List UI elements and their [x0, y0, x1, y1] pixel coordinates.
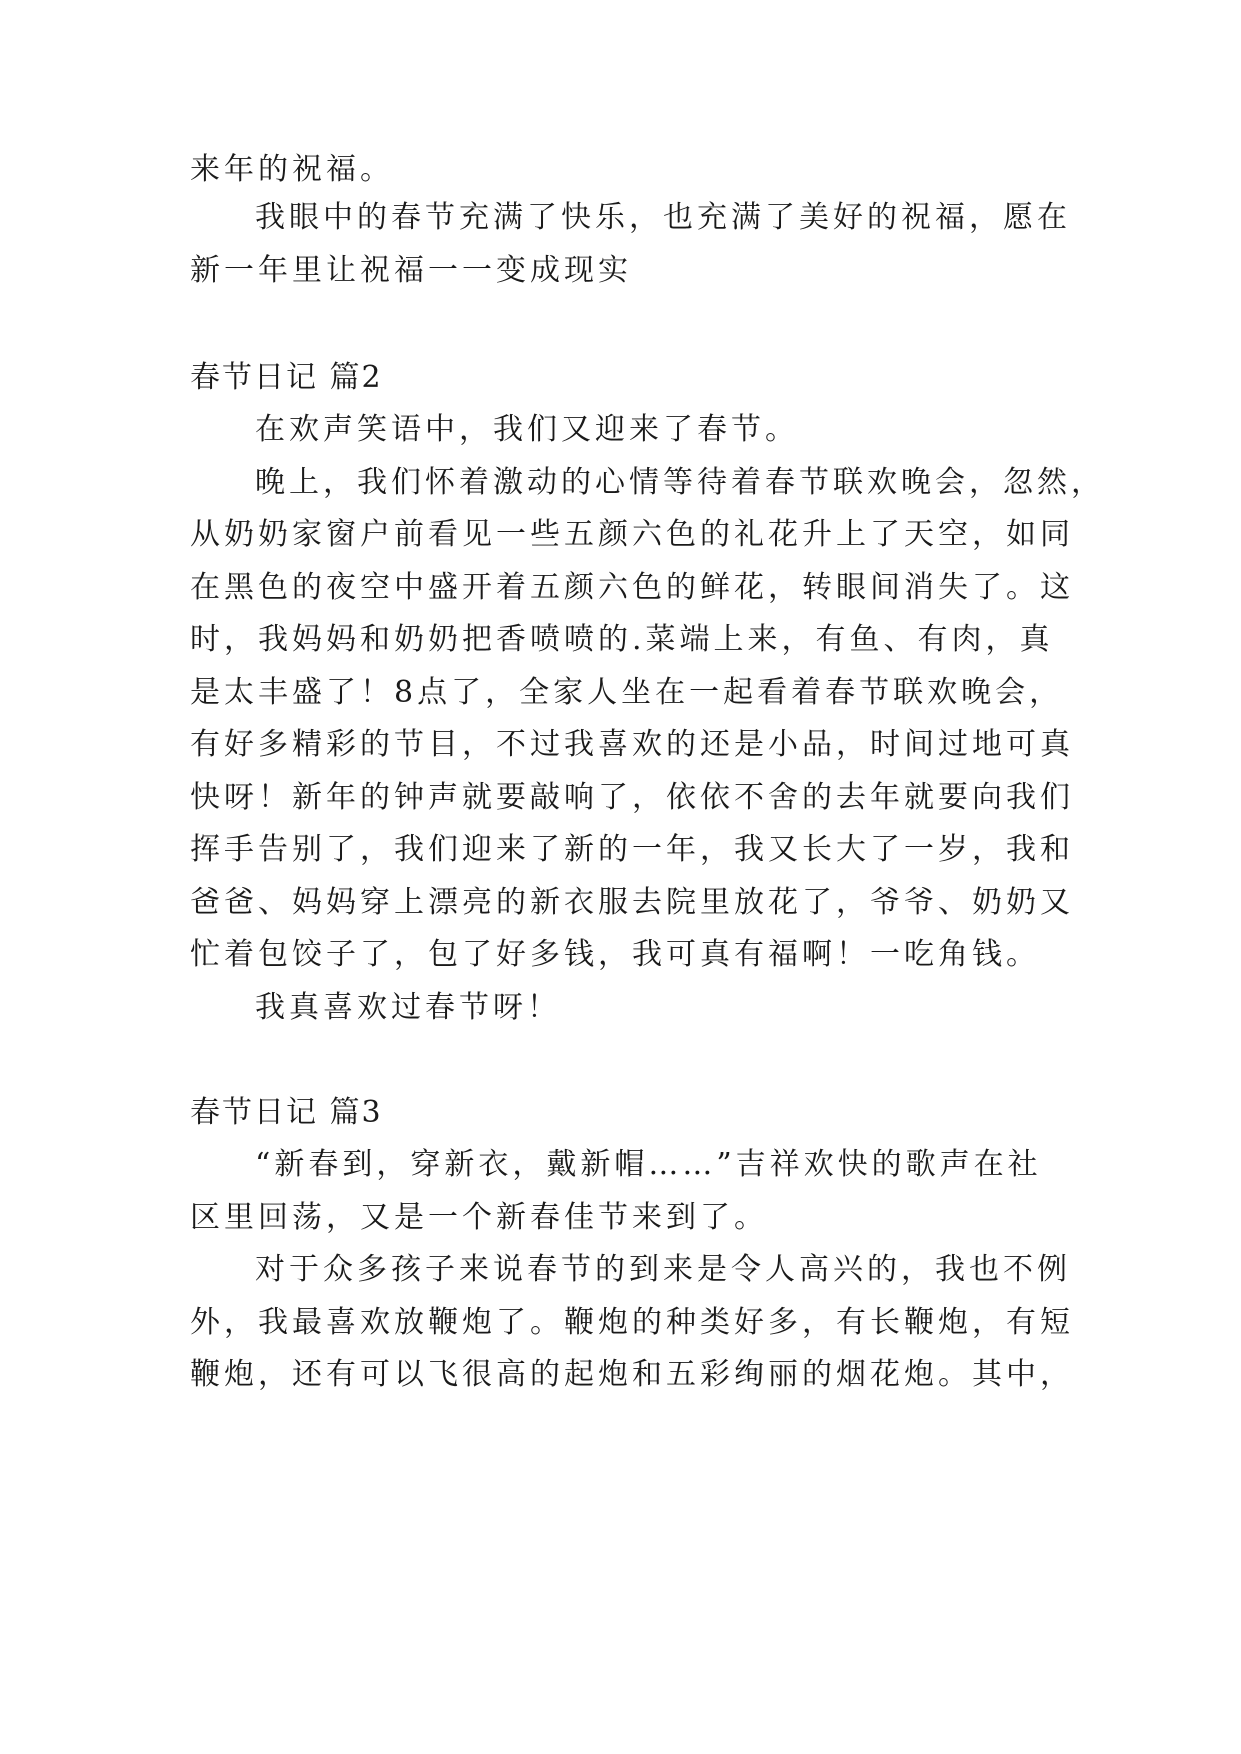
- text-line: 鞭炮，还有可以飞很高的起炮和五彩绚丽的烟花炮。其中，: [190, 1357, 1074, 1392]
- text-line: 区里回荡，又是一个新春佳节来到了。: [190, 1200, 768, 1235]
- text-line: 我真喜欢过春节呀！: [255, 990, 561, 1025]
- text-line: 在欢声笑语中，我们又迎来了春节。: [255, 412, 799, 447]
- text-line: 是太丰盛了！8点了，全家人坐在一起看着春节联欢晚会，: [190, 675, 1064, 710]
- text-line: 有好多精彩的节目，不过我喜欢的还是小品，时间过地可真: [190, 727, 1074, 762]
- text-line: 爸爸、妈妈穿上漂亮的新衣服去院里放花了，爷爷、奶奶又: [190, 885, 1074, 920]
- text-line: 对于众多孩子来说春节的到来是令人高兴的，我也不例: [255, 1252, 1071, 1287]
- text-line: 快呀！新年的钟声就要敲响了，依依不舍的去年就要向我们: [190, 780, 1074, 815]
- text-line: 来年的祝福。: [190, 152, 394, 187]
- text-line: 外，我最喜欢放鞭炮了。鞭炮的种类好多，有长鞭炮，有短: [190, 1305, 1074, 1340]
- section-heading-3: 春节日记 篇3: [190, 1095, 383, 1130]
- text-line: 忙着包饺子了，包了好多钱，我可真有福啊！一吃角钱。: [190, 937, 1040, 972]
- text-line: “新春到，穿新衣，戴新帽……”吉祥欢快的歌声在社: [255, 1147, 1042, 1182]
- text-line: 挥手告别了，我们迎来了新的一年，我又长大了一岁，我和: [190, 832, 1074, 867]
- text-line: 时，我妈妈和奶奶把香喷喷的.菜端上来，有鱼、有肉，真: [190, 622, 1054, 657]
- text-line: 晚上，我们怀着激动的心情等待着春节联欢晚会，忽然，: [255, 465, 1105, 500]
- text-line: 新一年里让祝福一一变成现实: [190, 253, 632, 288]
- text-line: 从奶奶家窗户前看见一些五颜六色的礼花升上了天空，如同: [190, 517, 1074, 552]
- text-line: 我眼中的春节充满了快乐，也充满了美好的祝福，愿在: [255, 200, 1071, 235]
- text-line: 在黑色的夜空中盛开着五颜六色的鲜花，转眼间消失了。这: [190, 570, 1074, 605]
- section-heading-2: 春节日记 篇2: [190, 360, 383, 395]
